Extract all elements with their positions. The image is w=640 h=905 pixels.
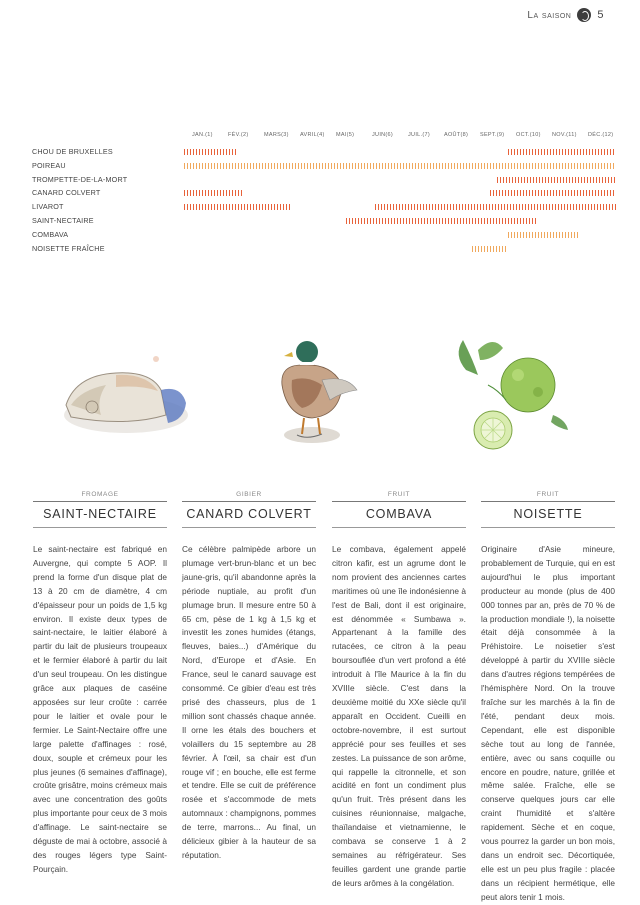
column-noisette (481, 490, 615, 905)
month-label: OCT.(10) (516, 132, 541, 138)
month-label: JUIL.(7) (408, 132, 430, 138)
calendar-row-label: TROMPETTE-DE-LA-MORT (32, 174, 128, 184)
season-bar (184, 204, 292, 210)
page-number: 5 (597, 9, 604, 21)
season-bar (375, 204, 616, 210)
month-label: SEPT.(9) (480, 132, 505, 138)
calendar-row (32, 160, 622, 172)
calendar-row (32, 187, 622, 199)
month-header (184, 132, 620, 142)
combava-fruit-illustration (448, 330, 578, 465)
month-label: AVRIL(4) (300, 132, 325, 138)
calendar-row (32, 229, 622, 241)
column-title: SAINT-NECTAIRE (33, 502, 167, 528)
season-bar (508, 149, 616, 155)
column-combava (332, 490, 466, 891)
calendar-row-label: LIVAROT (32, 202, 64, 212)
season-bar (184, 190, 242, 196)
column-title: NOISETTE (481, 502, 615, 528)
calendar-row (32, 215, 622, 227)
season-bar (490, 190, 616, 196)
column-body: Le combava, également appelé citron kafir, est un agrume dont le nom provient des anciennes cartes maritimes où une île indonésienne à l'est de Bali, dont il est originaire, est dénommée « Sumbawa ». Appartenant à la famille des rutacées, ce citron à la peau boursouflée d'un vert profond a été introduit à l'île Maurice à la fin du XVIIIe siècle. C'est dans la deuxième moitié du XXe siècle qu'il apparaît en Occident. Cueilli en octobre-novembre, il est surtout apprécié pour ses feuilles et ses zestes. La puissance de son arôme, qui rappelle la citronnelle, et son acidité en font un condiment plus qu'un fruit. Très présent dans les cuisines réunionnaise, malgache, thaïlandaise et vietnamienne, le combava se conserve 1 à 2 semaines au réfrigérateur. Ses feuilles gardent une grande partie de leurs arômes à la congélation. (332, 544, 466, 888)
column-canard-colvert (182, 490, 316, 863)
mallard-duck-illustration (262, 330, 362, 455)
category-label: GIBIER (236, 491, 262, 498)
month-label: MAI(5) (336, 132, 355, 138)
calendar-row-label: POIREAU (32, 160, 66, 170)
category-label: FROMAGE (81, 491, 119, 498)
saint-nectaire-cheese-illustration (56, 345, 196, 445)
season-bar (497, 177, 616, 183)
calendar-row (32, 243, 622, 255)
category-label: FRUIT (536, 491, 560, 498)
calendar-row-label: CANARD COLVERT (32, 188, 101, 198)
calendar-row-label: NOISETTE FRAÎCHE (32, 243, 105, 253)
column-saint-nectaire (33, 490, 167, 877)
column-title: COMBAVA (332, 502, 466, 528)
calendar-row (32, 174, 622, 186)
month-label: AOÛT(8) (444, 132, 469, 138)
month-label: MARS(3) (264, 132, 289, 138)
column-body: Ce célèbre palmipède arbore un plumage vert-brun-blanc et un bec jaune-gris, qu'il abandonne après la période nuptiale, au profit d'un plumage brun. Il mesure entre 50 à 65 cm, pèse de 1 kg à 1,5 kg et investit les zones humides (étangs, fleuves, baies...) d'Amérique du Nord, d'Europe et d'Asie. En France, seul le canard sauvage est consommé. Ce gibier d'eau est très prisé des chasseurs, plus de 1 million sont chassés chaque année. Il orne les étals des bouchers et volaillers du 15 septembre au 28 février. À l'œil, sa chair est d'un rouge vif ; en bouche, elle est ferme et tendre. Elle se cuit de préférence rosée et s'accommode de mets automnaux : champignons, pommes de terre, marrons... Au final, un délicieux gibier à la hauteur de sa réputation. (182, 544, 316, 860)
column-body: Le saint-nectaire est fabriqué en Auvergne, qui compte 5 AOP. Il prend la forme d'un disque plat de 13 à 20 cm de diamètre, 4 cm d'épaisseur pour un poids de 1,5 kg environ. Il existe deux types de saint-nectaire, le laitier élaboré à partir du lait de plusieurs troupeaux et le fermier élaboré à partir du lait d'un seul troupeau. On les distingue grâce aux plaques de caséine apposées sur leur croûte : carrée pour le laitier et ovale pour le fermier. Le Saint-Nectaire offre une large palette d'affinages : rosé, doux, souple et crémeux pour les plus jeunes (6 semaines d'affinage), croûte grisâtre, moins crémeux mais avec une concentration des goûts plus importante pour ceux de 3 mois d'affinage. Le saint-nectaire se déguste de mai à octobre, associé à des rouges légers type Saint-Pourçain. (33, 544, 167, 874)
calendar-row-label: SAINT-NECTAIRE (32, 216, 94, 225)
season-bar (184, 149, 238, 155)
calendar-row-label: CHOU DE BRUXELLES (32, 147, 113, 156)
season-bar (346, 218, 537, 224)
month-label: JUIN(6) (372, 132, 394, 138)
calendar-row (32, 201, 622, 213)
column-body: Originaire d'Asie mineure, probablement de Turquie, qui en est aujourd'hui le plus important producteur au monde (plus de 400 000 tonnes par an, près de 70 % de la production mondiale !), la noisette était déjà consommée à la Préhistoire. Le noisetier s'est développé à partir du XVIIIe siècle dans d'autres régions tempérées de l'hémisphère Nord. On la trouve fraîche sur les marchés à la fin de l'été, pendant deux mois. Cependant, elle est disponible sèche tout au long de l'année, entière, avec ou sans coquille ou encore en poudre, nature, grillée et même salée. Fraîche, elle se conserve quelques jours car elle craint l'humidité et s'altère rapidement. Sèche et en coque, vous pourrez la garder un bon mois, dans un endroit sec. Décortiquée, elle est un peu plus fragile : placée dans un récipient hermétique, elle peut alors tenir 1 mois. (481, 544, 615, 902)
calendar-row (32, 146, 622, 158)
column-title: CANARD COLVERT (182, 502, 316, 528)
section-title: La saison (527, 9, 572, 21)
month-label: FÉV.(2) (228, 132, 249, 138)
seasonal-logo-icon (577, 8, 591, 22)
calendar-row-label: COMBAVA (32, 229, 69, 239)
month-label: JAN.(1) (192, 132, 213, 138)
month-label: NOV.(11) (552, 132, 577, 138)
season-bar (184, 163, 616, 169)
season-bar (508, 232, 580, 238)
month-label: DÉC.(12) (588, 132, 614, 138)
category-label: FRUIT (387, 491, 411, 498)
page-header (527, 8, 604, 22)
season-bar (472, 246, 508, 252)
